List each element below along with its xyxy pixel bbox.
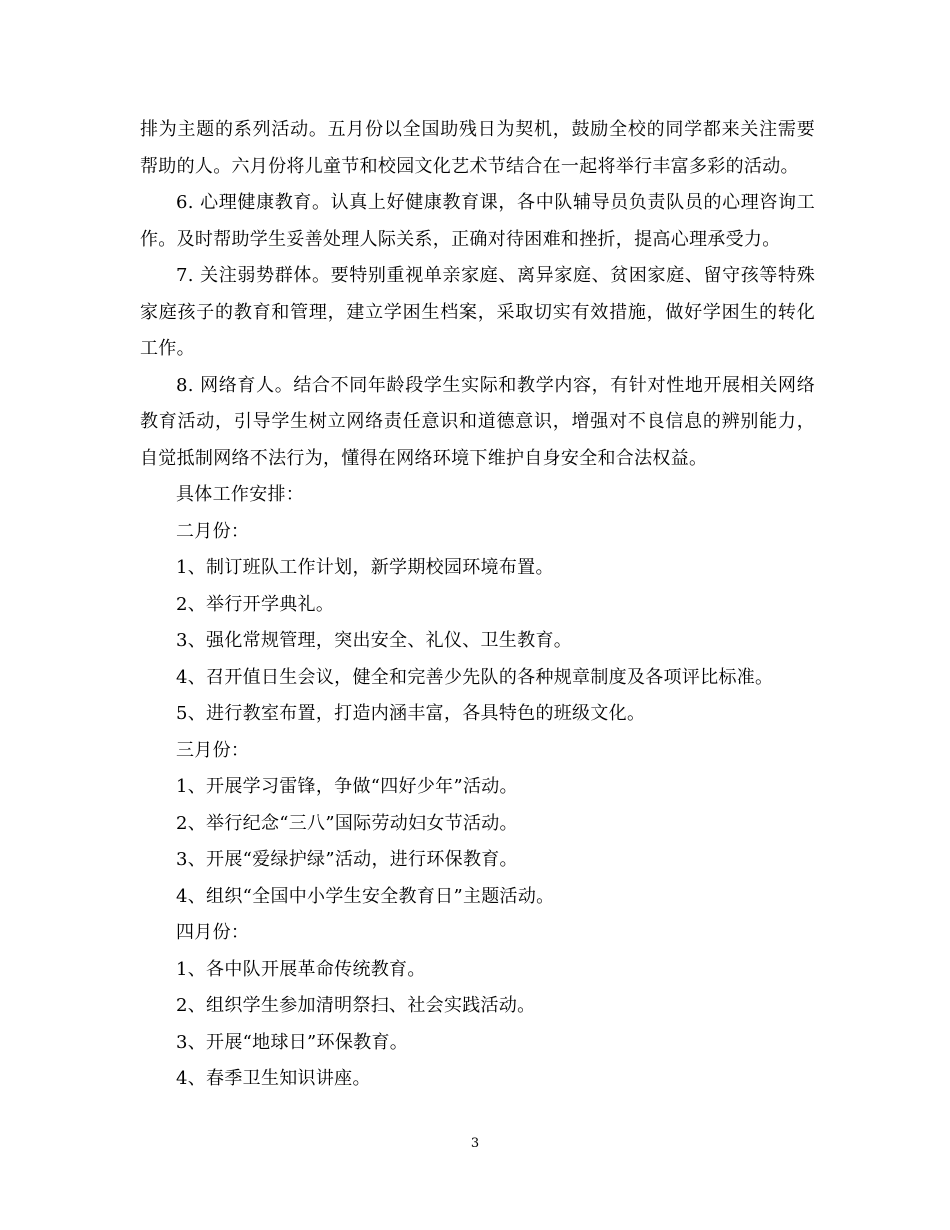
list-item: 2、举行纪念“三八”国际劳动妇女节活动。 bbox=[176, 812, 518, 834]
paragraph-continuation: 排为主题的系列活动。五月份以全国助残日为契机，鼓励全校的同学都来关注需要帮助的人。六月份将儿童节和校园文化艺术节结合在一起将举行丰富多彩的活动。 bbox=[140, 119, 815, 177]
paragraph-item-7: 7. 关注弱势群体。要特别重视单亲家庭、离异家庭、贫困家庭、留守孩等特殊家庭孩子的教育和管理，建立学困生档案，采取切实有效措施，做好学困生的转化工作。 bbox=[140, 265, 815, 359]
section-heading-schedule: 具体工作安排： bbox=[176, 484, 305, 505]
document-body bbox=[140, 112, 815, 1098]
paragraph-item-8: 8. 网络育人。结合不同年龄段学生实际和教学内容，有针对性地开展相关网络教育活动，引导学生树立网络责任意识和道德意识，增强对不良信息的辨别能力，自觉抵制网络不法行为，懂得在网络环境下维护自身安全和合法权益。 bbox=[140, 374, 815, 469]
list-item: 4、春季卫生知识讲座。 bbox=[176, 1068, 371, 1089]
month-heading-april: 四月份： bbox=[176, 922, 250, 943]
list-item: 3、开展“地球日”环保教育。 bbox=[176, 1031, 409, 1053]
list-item: 1、各中队开展革命传统教育。 bbox=[176, 958, 426, 980]
list-item: 2、组织学生参加清明祭扫、社会实践活动。 bbox=[176, 995, 536, 1016]
paragraph-item-6: 6. 心理健康教育。认真上好健康教育课，各中队辅导员负责队员的心理咨询工作。及时帮助学生妥善处理人际关系，正确对待困难和挫折，提高心理承受力。 bbox=[140, 192, 815, 250]
list-item: 1、制订班队工作计划，新学期校园环境布置。 bbox=[176, 557, 554, 578]
list-item: 3、开展“爱绿护绿”活动，进行环保教育。 bbox=[176, 849, 518, 870]
list-item: 4、召开值日生会议，健全和完善少先队的各种规章制度及各项评比标准。 bbox=[176, 666, 774, 688]
list-item: 4、组织“全国中小学生安全教育日”主题活动。 bbox=[176, 885, 555, 907]
list-item: 1、开展学习雷锋，争做“四好少年”活动。 bbox=[176, 776, 518, 797]
page-number: 3 bbox=[470, 1136, 480, 1151]
list-item: 2、举行开学典礼。 bbox=[176, 593, 335, 615]
month-heading-february: 二月份： bbox=[176, 520, 250, 542]
month-heading-march: 三月份： bbox=[176, 739, 250, 761]
list-item: 3、强化常规管理，突出安全、礼仪、卫生教育。 bbox=[176, 630, 573, 651]
list-item: 5、进行教室布置，打造内涵丰富，各具特色的班级文化。 bbox=[176, 703, 646, 724]
